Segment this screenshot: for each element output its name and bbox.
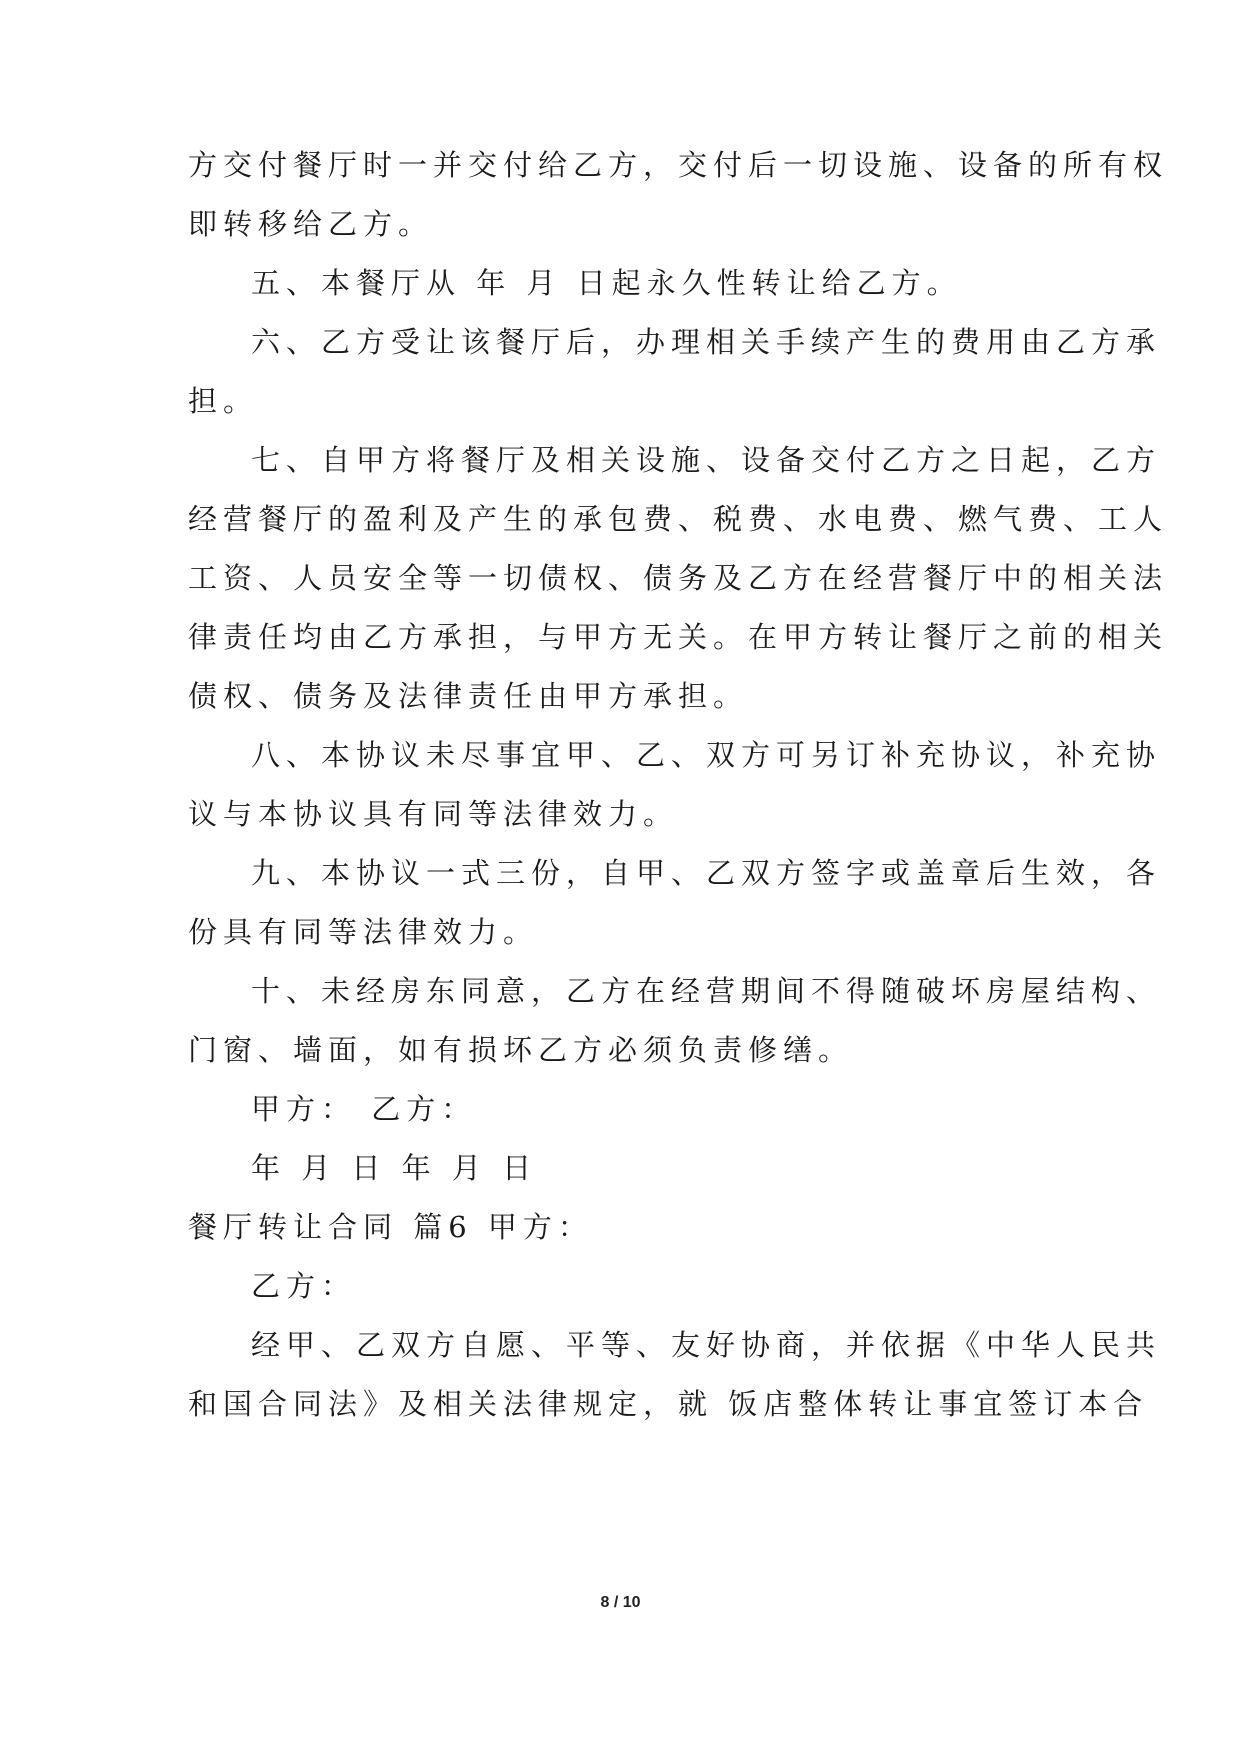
clause-10: 十、未经房东同意，乙方在经营期间不得随破坏房屋结构、 — [251, 974, 1162, 1008]
paragraph-line: 议与本协议具有同等法律效力。 — [188, 797, 679, 831]
clause-9: 九、本协议一式三份，自甲、乙双方签字或盖章后生效，各 — [251, 856, 1162, 890]
paragraph-line: 律责任均由乙方承担，与甲方无关。在甲方转让餐厅之前的相关 — [188, 620, 1169, 654]
paragraph-line: 方交付餐厅时一并交付给乙方，交付后一切设施、设备的所有权 — [188, 148, 1169, 182]
paragraph-line: 门窗、墙面，如有损坏乙方必须负责修缮。 — [188, 1033, 854, 1067]
section-heading: 餐厅转让合同 篇6 甲方： — [188, 1210, 593, 1244]
party-b-label: 乙方： — [251, 1269, 357, 1303]
clause-8: 八、本协议未尽事宜甲、乙、双方可另订补充协议，补充协 — [251, 738, 1162, 772]
paragraph-line: 债权、债务及法律责任由甲方承担。 — [188, 679, 749, 713]
paragraph-line: 即转移给乙方。 — [188, 207, 434, 241]
signature-parties: 甲方： 乙方： — [251, 1092, 477, 1126]
clause-5: 五、本餐厅从 年 月 日起永久性转让给乙方。 — [251, 266, 962, 300]
paragraph-line: 和国合同法》及相关法律规定，就 饭店整体转让事宜签订本合 — [188, 1387, 1149, 1421]
paragraph-line: 工资、人员安全等一切债权、债务及乙方在经营餐厅中的相关法 — [188, 561, 1169, 595]
paragraph-line: 份具有同等法律效力。 — [188, 915, 539, 949]
paragraph-line: 经营餐厅的盈利及产生的承包费、税费、水电费、燃气费、工人 — [188, 502, 1169, 536]
signature-dates: 年 月 日 年 月 日 — [251, 1151, 538, 1185]
paragraph-line: 担。 — [188, 384, 259, 418]
preamble: 经甲、乙双方自愿、平等、友好协商，并依据《中华人民共 — [251, 1328, 1162, 1362]
clause-6: 六、乙方受让该餐厅后，办理相关手续产生的费用由乙方承 — [251, 325, 1162, 359]
page-number: 8 / 10 — [600, 1594, 641, 1611]
clause-7: 七、自甲方将餐厅及相关设施、设备交付乙方之日起，乙方 — [251, 443, 1162, 477]
